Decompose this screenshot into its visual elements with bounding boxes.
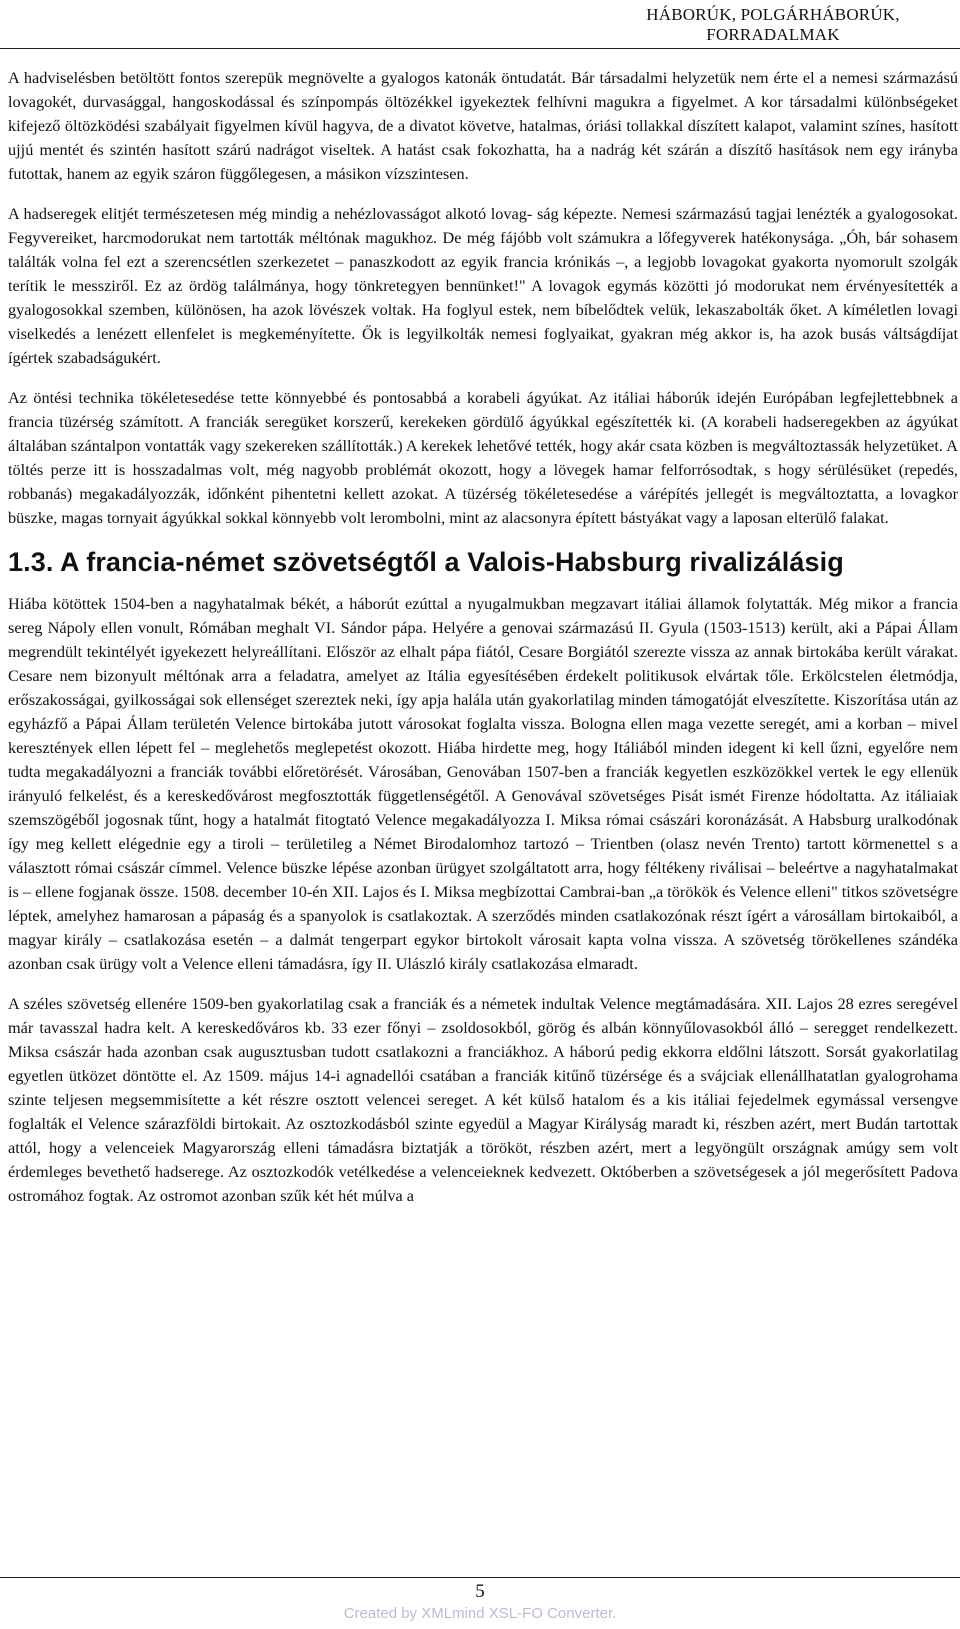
body-paragraph: Hiába kötöttek 1504-ben a nagyhatalmak békét, a háborút ezúttal a nyugalmukban megzavart itáliai államok folytatták. Még mikor a francia sereg Nápoly ellen vonult, Rómában meghalt VI. Sándor pápa. Helyére a genovai származású II. Gyula (1503-1513) került, aki a Pápai Állam megrendült tekintélyét igyekezett helyreállítani. Először az elhalt pápa fiától, Cesare Borgiától szerezte vissza az annak birtokába került várakat. Cesare nem bizonyult méltónak arra a feladatra, amelyet az Itália egyesítésében érdekelt politikusok elvártak tőle. Erkölcstelen életmódja, erőszakosságai, gyilkosságai sok ellenséget szereztek neki, így apja halála után gyakorlatilag minden támogatóját elveszítette. Kiszorítása után az egyházfő a Pápai Állam területén Velence birtokába jutott városokat foglalta vissza. Bologna ellen maga vezette seregét, ami a korban – mivel keresztények ellen lépett fel – meglehetős meglepetést okozott. Hiába hirdette meg, hogy Itáliából minden idegent ki kell űzni, egyelőre nem tudta megakadályozni a franciák további előretörését. Városában, Genovában 1507-ben a franciák kegyetlen eszközökkel vertek le egy ellenük irányuló felkelést, és a kereskedővárost megfosztották függetlenségétől. A Genovával szövetséges Pisát ismét Firenze hódoltatta. Az itáliaiak szemszögéből jogosnak tűnt, hogy a hatalmát fitogtató Velence megakadályozza I. Miksa római császári koronázását. A Habsburg uralkodónak így meg kellett elégednie egy a tiroli – területileg a Német Birodalomhoz tartozó – Trientben (olasz nevén Trento) tartott körmenettel s a választott római császár címmel. Velence büszke lépése azonban ürügyet szolgáltatott arra, hogy féltékeny riválisai – beleértve a nagyhatalmakat is – ellene fogjanak össze. 1508. december 10-én XII. Lajos és I. Miksa megbízottai Cambrai-ban „a törökök és Velence elleni" titkos szövetségre léptek, amelyhez hamarosan a pápaság és a spanyolok is csatlakoztak. A szerződés minden csatlakozónak részt ígért a városállam birtokaiból, a magyar király – csatlakozása esetén – a dalmát tengerpart egykor birtokolt városait kapta volna vissza. A szövetség törökellenes szándéka azonban csak ürügy volt a Velence elleni támadásra, így II. Ulászló király csatlakozása elmaradt. (8, 594, 958, 973)
generator-watermark: Created by XMLmind XSL-FO Converter. (343, 1605, 617, 1622)
body-paragraph: Az öntési technika tökéletesedése tette könnyebbé és pontosabbá a korabeli ágyúkat. Az itáliai háborúk idején Európában legfejlettebbnek a francia tüzérség számított. A franciák seregüket korszerű, kerekeken gördülő ágyúkkal egészítették ki. (A korabeli hadseregekben az ágyúkat általában szántalpon vontatták vagy szekereken szállították.) A kerekek lehetővé tették, hogy akár csata közben is megváltoztassák helyzetüket. A töltés perze itt is hosszadalmas volt, még nagyobb problémát okozott, hogy a lövegek hamar felforrósodtak, s hogy sérülésüket (repedés, robbanás) megakadályozzák, időnként pihentetni kellett azokat. A tüzérség tökéletesedése a várépítés jellegét is megváltoztatta, a lovagkor büszke, magas tornyait ágyúkkal sokkal könnyebb volt lerombolni, mint az alacsonyra épített bástyákat vagy a laposan elterülő falakat. (8, 388, 958, 527)
header-divider (0, 48, 960, 49)
body-paragraph: A hadviselésben betöltött fontos szerepük megnövelte a gyalogos katonák öntudatát. Bár társadalmi helyzetük nem érte el a nemesi származású lovagokét, durvasággal, hangoskodással és színpompás öltözékkel igyekeztek felhívni magukra a figyelmet. A kor társadalmi különbségeket kifejező öltözködési szabályait figyelmen kívül hagyva, de a divatot követve, hatalmas, óriási tollakkal díszített kalapot, valamint színes, hasított ujjú mentét és szintén hasított szárú nadrágot viseltek. A hatást csak fokozhatta, ha a nadrág két szárán a díszítő hasítások nem egy irányba futottak, hanem az egyik száron függőlegesen, a másikon vízszintesen. (8, 68, 958, 183)
body-paragraph: A hadseregek elitjét természetesen még mindig a nehézlovasságot alkotó lovag- ság képezte. Nemesi származású tagjai lenézték a gyalogosokat. Fegyvereiket, harcmodorukat nem tartották méltónak magukhoz. De még fájóbb volt számukra a lőfegyverek hatékonysága. „Óh, bár sohasem találták volna fel ezt a szerencsétlen szerkezetet – panaszkodott az egyik francia krónikás –, a legjobb lovagokat gyakorta nyomorult szolgák terítik le messziről. Ez az ördög találmánya, hogy tönkretegyen bennünket!" A lovagok egymás közötti jó modorukat nem érvényesítették a gyalogosokkal szemben, különösen, ha azok lövészek voltak. Ha foglyul estek, nem bíbelődtek velük, lekaszabolták őket. A kíméletlen lovagi viselkedés a lenézett ellenfelet is megkeményítette. Ők is legyilkolták nemesi foglyaikat, gyakran még akkor is, ha azok busás váltságdíjat ígértek szabadságukért. (8, 204, 958, 367)
page-number: 5 (475, 1581, 485, 1602)
running-header-line-2: FORRADALMAK (706, 25, 840, 44)
section-heading: 1.3. A francia-német szövetségtől a Valois-Habsburg rivalizálásig (8, 547, 844, 577)
running-header-line-1: HÁBORÚK, POLGÁRHÁBORÚK, (646, 5, 900, 24)
footer-divider (0, 1577, 960, 1578)
body-paragraph: A széles szövetség ellenére 1509-ben gyakorlatilag csak a franciák és a németek indultak Velence megtámadására. XII. Lajos 28 ezres seregével már tavasszal hadra kelt. A kereskedőváros kb. 33 ezer főnyi – zsoldosokból, görög és albán könnyűlovasokból álló – seregget rendelkezett. Miksa császár hada azonban csak augusztusban tudott csatlakozni a franciákhoz. A háború pedig ekkorra eldőlni látszott. Sorsát gyakorlatilag egyetlen ütközet döntötte el. Az 1509. május 14-i agnadellói csatában a franciák kitűnő tüzérsége és a svájciak ellenállhatatlan gyalogrohama szinte teljesen megsemmisítette a két részre osztott velencei sereget. A két külső hatalom és a kis itáliai fejedelmek egymással versengve foglalták el Velence szárazföldi birtokait. Az osztozkodásból szinte egyedül a Magyar Királyság maradt ki, részben azért, mert Budán tartottak attól, hogy a velenceiek Magyarország elleni támadásra biztatják a törököt, részben azért, mert a legyöngült országnak amúgy sem volt érdemleges bevethető hadserege. Az osztozkodók vetélkedése a velenceieknek kedvezett. Októberben a szövetségesek a jól megerősített Padova ostromához fogtak. Az ostromot azonban szűk két hét múlva a (8, 994, 958, 1205)
running-header (608, 5, 938, 45)
document-body (8, 66, 958, 1224)
